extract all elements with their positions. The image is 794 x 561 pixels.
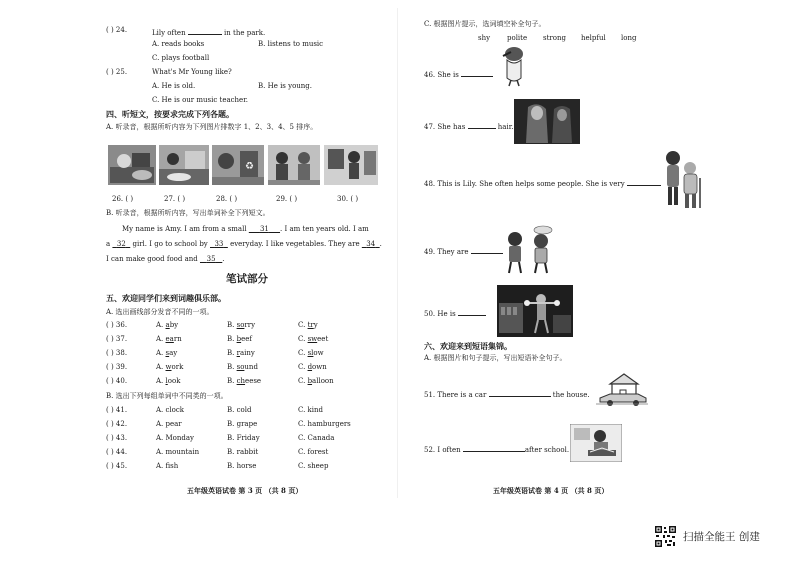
q40-option-c: C. balloon (298, 377, 334, 385)
word-bank-item: helpful (581, 34, 606, 42)
q36-number: ( ) 36. (106, 321, 128, 329)
word-bank-item: polite (507, 34, 528, 42)
q24-number: ( ) 24. (106, 26, 128, 34)
q50-picture-strong-man (497, 285, 573, 337)
section4-instruction-a: A. 听录音，根据所听内容为下列图片排数字 1、2、3、4、5 排序。 (106, 123, 318, 131)
q40-option-a: A. look (156, 377, 181, 385)
q25-option-a: A. He is old. (152, 82, 196, 90)
q44-option-a: A. mountain (156, 448, 200, 456)
q45-option-b: B. horse (227, 462, 257, 470)
section4-instruction-b: B. 听录音，根据所听内容，写出单词补全下列短文。 (106, 209, 270, 217)
order-label-29: 29. ( ) (276, 195, 298, 203)
q24-option-b: B. listens to music (258, 40, 324, 48)
listening-picture-5 (324, 145, 378, 185)
word-bank-item: strong (543, 34, 566, 42)
answer-blank-33: 33 (214, 240, 224, 248)
watermark-text: 扫描全能王 创建 (683, 531, 760, 543)
q42-number: ( ) 42. (106, 420, 128, 428)
word-bank-item: shy (478, 34, 491, 42)
q44-option-b: B. rabbit (227, 448, 259, 456)
right-page-footer: 五年级英语试卷 第 4 页 （共 8 页） (493, 486, 609, 495)
q45-option-c: C. sheep (298, 462, 329, 470)
q51: 51. There is a car the house. (424, 391, 590, 399)
sectionC-instruction: C. 根据图片提示，选词填空补全句子。 (424, 20, 546, 28)
order-label-27: 27. ( ) (164, 195, 186, 203)
answer-blank-32: 32 (116, 240, 126, 248)
q37-option-c: C. sweet (298, 335, 329, 343)
q46: 46. She is (424, 69, 493, 79)
q43-number: ( ) 43. (106, 434, 128, 442)
passage-line-2: a 32 girl. I go to school by 33 everyday. I like vegetables. They are 34 . (106, 240, 382, 248)
q45-number: ( ) 45. (106, 462, 128, 470)
written-section-title: 笔试部分 (226, 273, 268, 285)
section5-instruction-b: B. 选出下列每组单词中不同类的一项。 (106, 392, 228, 400)
q44-number: ( ) 44. (106, 448, 128, 456)
qr-code-icon (654, 525, 677, 548)
q36-option-c: C. try (298, 321, 318, 329)
q38-option-c: C. slow (298, 349, 324, 357)
page-divider (397, 8, 398, 498)
q47: 47. She has hair. (424, 123, 514, 131)
order-label-26: 26. ( ) (112, 195, 134, 203)
q41-option-a: A. clock (156, 406, 185, 414)
q25-stem: What's Mr Young like? (152, 68, 232, 76)
q37-number: ( ) 37. (106, 335, 128, 343)
q24-option-c: C. plays football (152, 54, 210, 62)
q24-stem: Lily often in the park. (152, 29, 266, 37)
listening-picture-2 (159, 145, 209, 185)
q52-picture-reading-child (570, 424, 622, 462)
q50: 50. He is (424, 308, 486, 318)
q49: 49. They are (424, 246, 503, 256)
section6-title: 六、欢迎来到短语集锦。 (424, 341, 512, 351)
q39-option-b: B. sound (227, 363, 258, 371)
q42-option-a: A. pear (156, 420, 182, 428)
q43-option-b: B. Friday (227, 434, 260, 442)
q24-option-a: A. reads books (152, 40, 205, 48)
q38-option-a: A. say (156, 349, 178, 357)
q41-number: ( ) 41. (106, 406, 128, 414)
order-label-28: 28. ( ) (216, 195, 238, 203)
q39-number: ( ) 39. (106, 363, 128, 371)
passage-line-3: I can make good food and 35 . (106, 255, 225, 263)
q25-option-c: C. He is our music teacher. (152, 96, 249, 104)
q42-option-b: B. grape (227, 420, 258, 428)
svg-text:♻: ♻ (245, 161, 254, 172)
answer-blank-34: 34 (366, 240, 376, 248)
q42-option-c: C. hamburgers (298, 420, 351, 428)
q25-number: ( ) 25. (106, 68, 128, 76)
q48-picture-helpful-girl (658, 148, 704, 212)
passage-line-1: My name is Amy. I am from a small 31 . I am ten years old. I am (122, 225, 369, 233)
section6-instruction-a: A. 根据图片和句子提示，写出短语补全句子。 (424, 354, 567, 362)
q39-option-a: A. work (156, 363, 184, 371)
q39-option-c: C. down (298, 363, 327, 371)
section5-title: 五、欢迎同学们来到词趣俱乐部。 (106, 293, 226, 303)
q37-option-b: B. beef (227, 335, 252, 343)
q49-picture-polite-children (499, 225, 557, 277)
answer-blank-31: 31 (259, 225, 269, 233)
q38-option-b: B. rainy (227, 349, 255, 357)
q40-option-b: B. cheese (227, 377, 262, 385)
q46-picture-shy-character (497, 44, 531, 88)
q43-option-a: A. Monday (156, 434, 195, 442)
listening-picture-1 (108, 145, 156, 185)
q44-option-c: C. forest (298, 448, 329, 456)
listening-picture-3 (212, 145, 264, 185)
q25-option-b: B. He is young. (258, 82, 313, 90)
section5-instruction-a: A. 选出画线部分发音不同的一项。 (106, 308, 214, 316)
q36-option-a: A. aby (156, 321, 179, 329)
q45-option-a: A. fish (156, 462, 179, 470)
order-label-30: 30. ( ) (337, 195, 359, 203)
q41-option-c: C. kind (298, 406, 324, 414)
q37-option-a: A. earn (156, 335, 182, 343)
answer-blank-35: 35 (206, 255, 216, 263)
q48: 48. This is Lily. She often helps some people. She is very (424, 178, 661, 188)
left-page-footer: 五年级英语试卷 第 3 页 （共 8 页） (187, 486, 303, 495)
q41-option-b: B. cold (227, 406, 252, 414)
word-bank-item: long (621, 34, 637, 42)
q40-number: ( ) 40. (106, 377, 128, 385)
q38-number: ( ) 38. (106, 349, 128, 357)
q47-picture-long-hair (514, 99, 580, 144)
listening-picture-4 (268, 145, 320, 185)
section4-title: 四、听短文，按要求完成下列各题。 (106, 109, 234, 119)
q52: 52. I often after school. (424, 446, 570, 454)
q51-picture-car-behind-house (594, 370, 650, 408)
q43-option-c: C. Canada (298, 434, 335, 442)
q36-option-b: B. sorry (227, 321, 256, 329)
